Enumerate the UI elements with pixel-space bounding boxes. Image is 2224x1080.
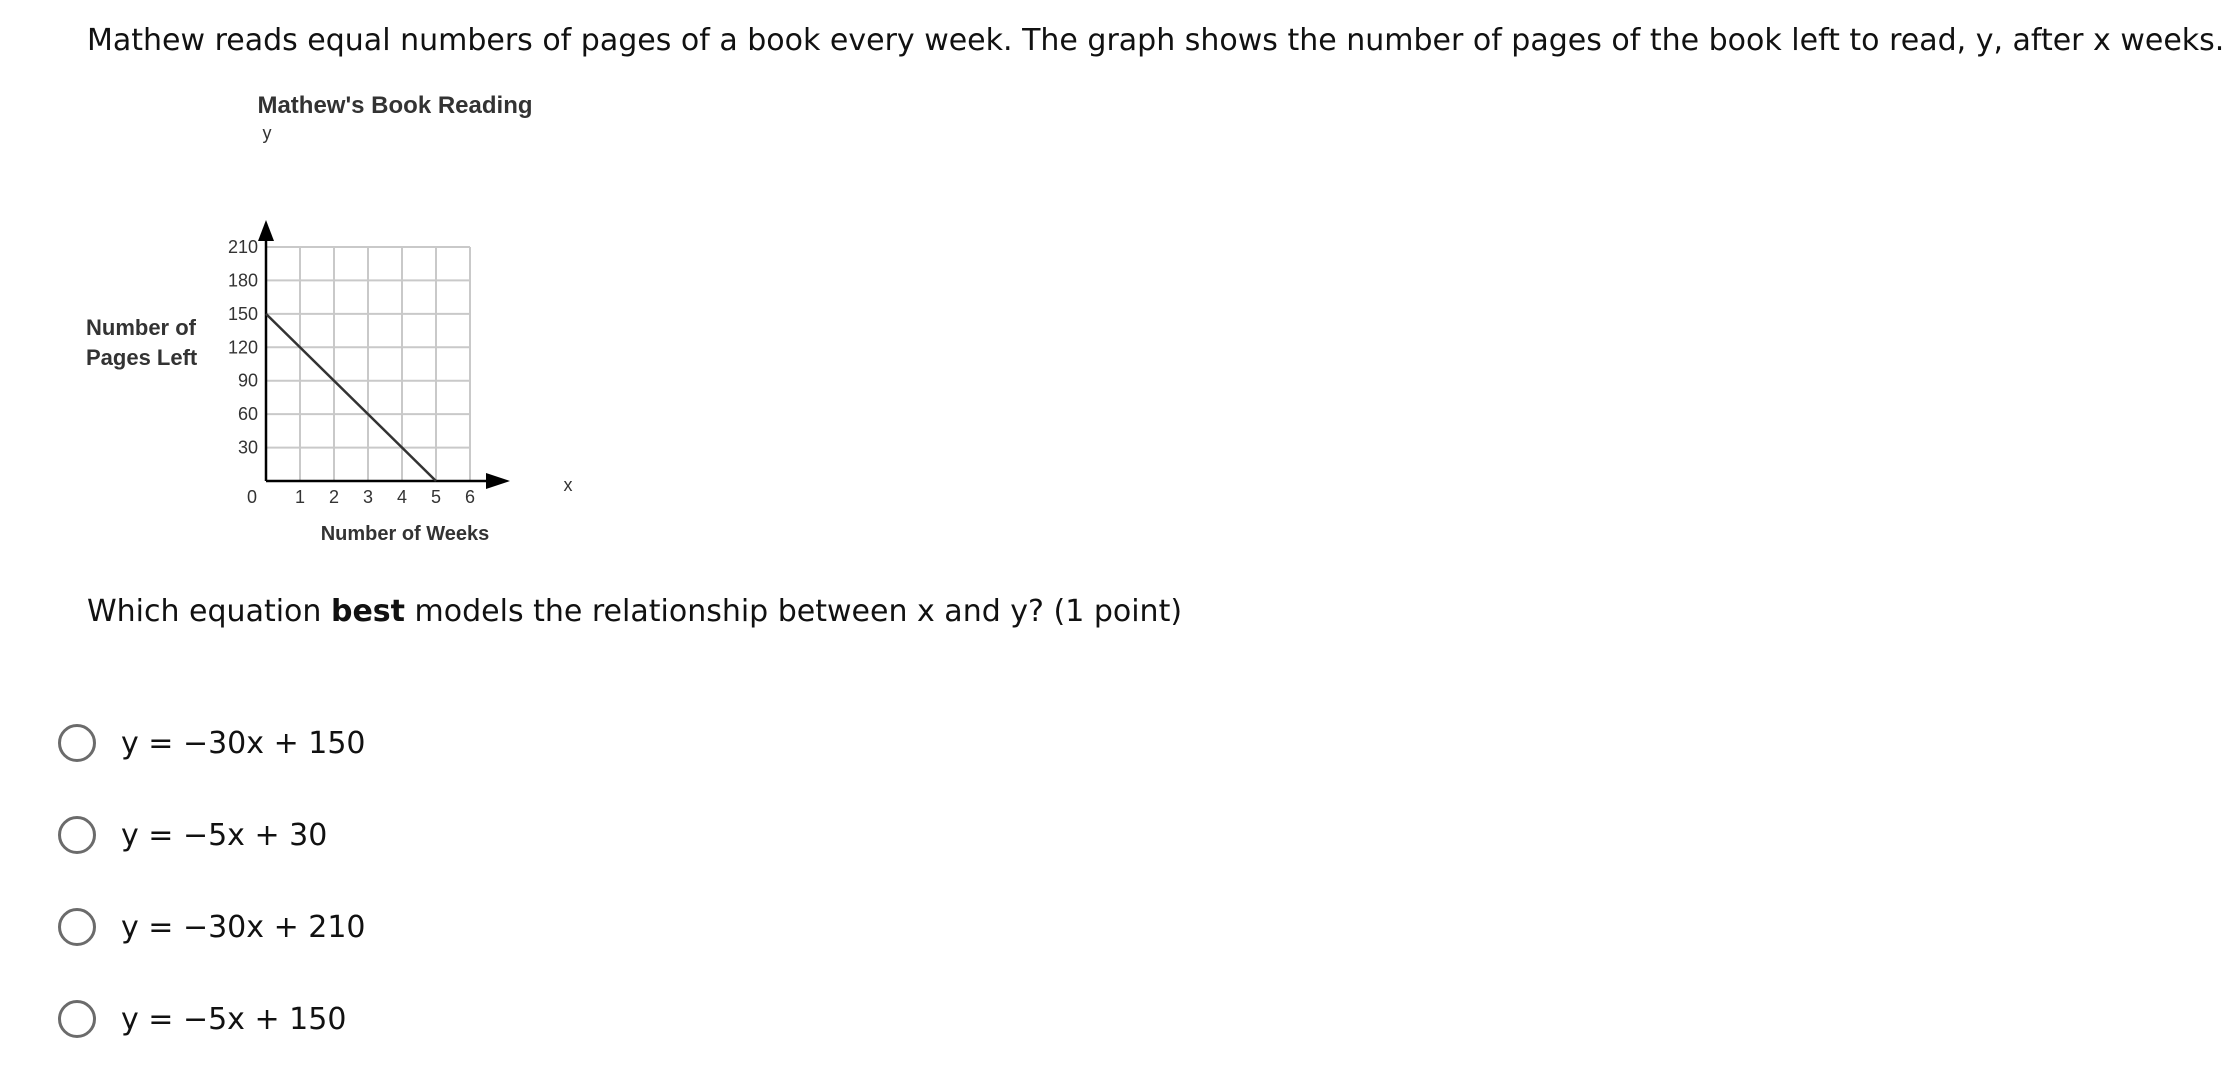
x-tick-label: 6	[464, 487, 476, 507]
y-tick-label: 120	[227, 337, 258, 358]
prompt-bold: best	[330, 594, 405, 629]
x-tick-label: 0	[246, 487, 258, 507]
y-axis-label-line-1: Number of	[86, 315, 196, 340]
x-tick-label: 5	[430, 487, 442, 507]
answer-option-2[interactable]	[58, 789, 366, 881]
y-tick-label: 60	[237, 404, 258, 425]
x-axis-letter: x	[563, 475, 573, 495]
question-text: Mathew reads equal numbers of pages of a book every week. The graph shows the number of pages of the book left to read, y, after x weeks.	[87, 23, 2224, 58]
chart-axes	[258, 220, 510, 489]
x-axis-arrowhead	[486, 473, 510, 489]
answer-option-1[interactable]	[58, 697, 366, 789]
y-axis-arrowhead	[258, 220, 274, 241]
y-tick-label: 90	[237, 370, 258, 391]
prompt-before: Which equation	[87, 594, 331, 629]
chart-grid	[266, 247, 470, 481]
prompt-text	[87, 591, 1182, 633]
x-tick-label: 2	[328, 487, 340, 507]
answer-option-label: y = −5x + 30	[121, 817, 328, 853]
answer-option-label: y = −30x + 150	[121, 725, 366, 761]
y-tick-label: 30	[237, 437, 258, 458]
y-axis-label-line-2: Pages Left	[86, 345, 198, 370]
chart-series	[266, 314, 436, 481]
y-tick-label: 210	[227, 237, 258, 257]
chart-title: Mathew's Book Reading	[257, 92, 533, 119]
answer-options	[58, 697, 366, 1065]
radio-button[interactable]	[58, 1000, 96, 1038]
answer-option-3[interactable]	[58, 881, 366, 973]
x-tick-label: 1	[294, 487, 306, 507]
x-tick-label: 4	[396, 487, 408, 507]
y-axis-letter: y	[262, 123, 272, 143]
answer-option-label: y = −30x + 210	[121, 909, 366, 945]
y-tick-label: 180	[227, 270, 258, 291]
x-tick-label: 3	[362, 487, 374, 507]
prompt-after: models the relationship between x and y? (1 point)	[405, 594, 1183, 629]
answer-option-label: y = −5x + 150	[121, 1001, 347, 1037]
line-chart	[80, 85, 600, 560]
y-tick-label: 150	[227, 303, 258, 324]
radio-button[interactable]	[58, 908, 96, 946]
answer-option-4[interactable]	[58, 973, 366, 1065]
x-axis-label: Number of Weeks	[320, 523, 490, 545]
series-line	[266, 314, 436, 481]
radio-button[interactable]	[58, 724, 96, 762]
radio-button[interactable]	[58, 816, 96, 854]
